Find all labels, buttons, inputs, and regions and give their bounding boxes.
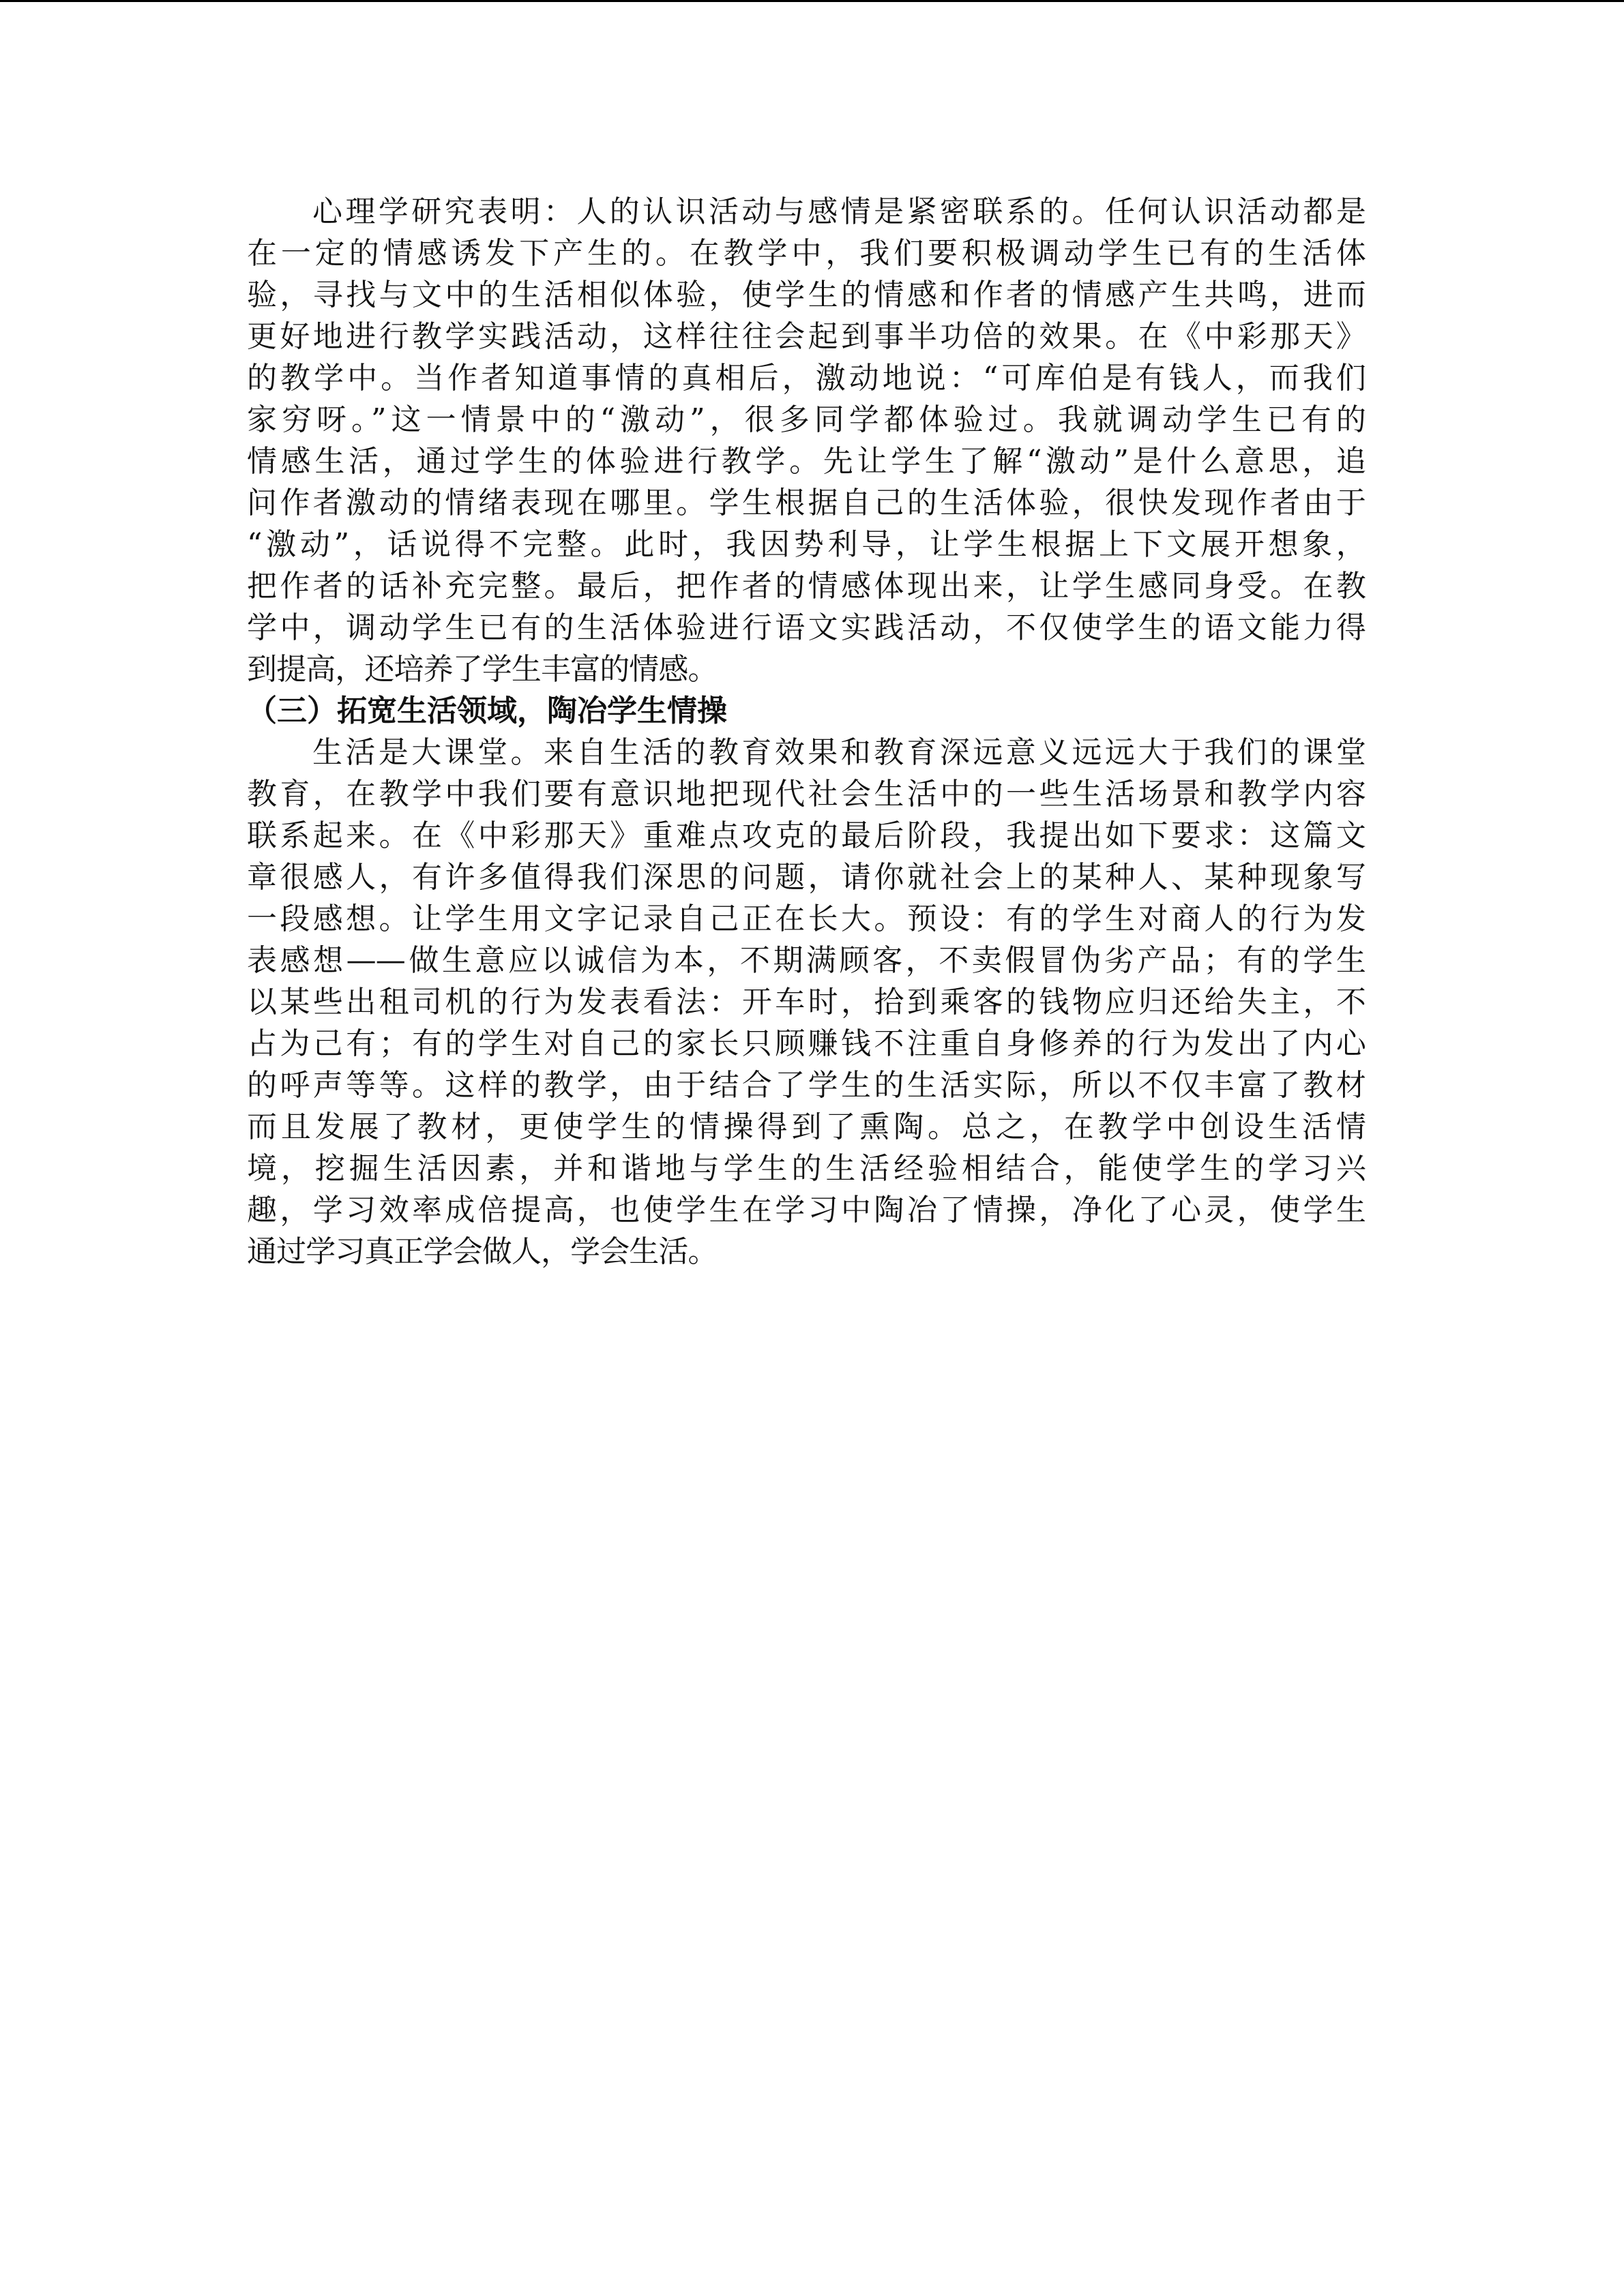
section-heading: （三）拓宽生活领域，陶冶学生情操 <box>247 694 727 728</box>
paragraph-line: 境，挖掘生活因素，并和谐地与学生的生活经验相结合，能使学生的学习兴 <box>247 1151 1365 1186</box>
paragraph-line: 的呼声等等。这样的教学，由于结合了学生的生活实际，所以不仅丰富了教材 <box>247 1068 1365 1103</box>
paragraph-line: 趣，学习效率成倍提高，也使学生在学习中陶冶了情操，净化了心灵，使学生 <box>247 1193 1365 1227</box>
page-top-border <box>0 0 1624 2</box>
paragraph-line: 家穷呀。”这一情景中的“激动”，很多同学都体验过。我就调动学生已有的 <box>247 402 1365 437</box>
paragraph-1 <box>247 191 1365 690</box>
paragraph-2 <box>247 732 1365 1272</box>
paragraph-line: 生活是大课堂。来自生活的教育效果和教育深远意义远远大于我们的课堂 <box>312 735 1365 770</box>
paragraph-line: 把作者的话补充完整。最后，把作者的情感体现出来，让学生感同身受。在教 <box>247 569 1365 603</box>
paragraph-line: 验，寻找与文中的生活相似体验，使学生的情感和作者的情感产生共鸣，进而 <box>247 278 1365 312</box>
paragraph-line: 而且发展了教材，更使学生的情操得到了熏陶。总之，在教学中创设生活情 <box>247 1109 1365 1144</box>
paragraph-line: 的教学中。当作者知道事情的真相后，激动地说：“可库伯是有钱人，而我们 <box>247 361 1365 396</box>
paragraph-line: 更好地进行教学实践活动，这样往往会起到事半功倍的效果。在《中彩那天》 <box>247 319 1365 354</box>
document-body <box>247 191 1365 1272</box>
paragraph-line: 表感想——做生意应以诚信为本，不期满顾客，不卖假冒伪劣产品；有的学生 <box>247 943 1365 978</box>
paragraph-line: 到提高，还培养了学生丰富的情感。 <box>247 652 718 687</box>
paragraph-line: 心理学研究表明：人的认识活动与感情是紧密联系的。任何认识活动都是 <box>312 194 1365 229</box>
paragraph-line: 以某些出租司机的行为发表看法：开车时，拾到乘客的钱物应归还给失主，不 <box>247 985 1365 1019</box>
paragraph-line: 在一定的情感诱发下产生的。在教学中，我们要积极调动学生已有的生活体 <box>247 236 1365 271</box>
paragraph-line: 一段感想。让学生用文字记录自己正在长大。预设：有的学生对商人的行为发 <box>247 901 1365 936</box>
paragraph-line: “激动”，话说得不完整。此时，我因势利导，让学生根据上下文展开想象， <box>247 527 1365 562</box>
paragraph-line: 联系起来。在《中彩那天》重难点攻克的最后阶段，我提出如下要求：这篇文 <box>247 818 1365 853</box>
paragraph-line: 情感生活，通过学生的体验进行教学。先让学生了解“激动”是什么意思，追 <box>247 444 1365 479</box>
paragraph-line: 章很感人，有许多值得我们深思的问题，请你就社会上的某种人、某种现象写 <box>247 860 1365 895</box>
paragraph-line: 教育，在教学中我们要有意识地把现代社会生活中的一些生活场景和教学内容 <box>247 777 1365 811</box>
paragraph-line: 占为己有；有的学生对自己的家长只顾赚钱不注重自身修养的行为发出了内心 <box>247 1026 1365 1061</box>
paragraph-line: 通过学习真正学会做人，学会生活。 <box>247 1234 718 1269</box>
paragraph-line: 学中，调动学生已有的生活体验进行语文实践活动，不仅使学生的语文能力得 <box>247 610 1365 645</box>
paragraph-line: 问作者激动的情绪表现在哪里。学生根据自己的生活体验，很快发现作者由于 <box>247 486 1365 520</box>
